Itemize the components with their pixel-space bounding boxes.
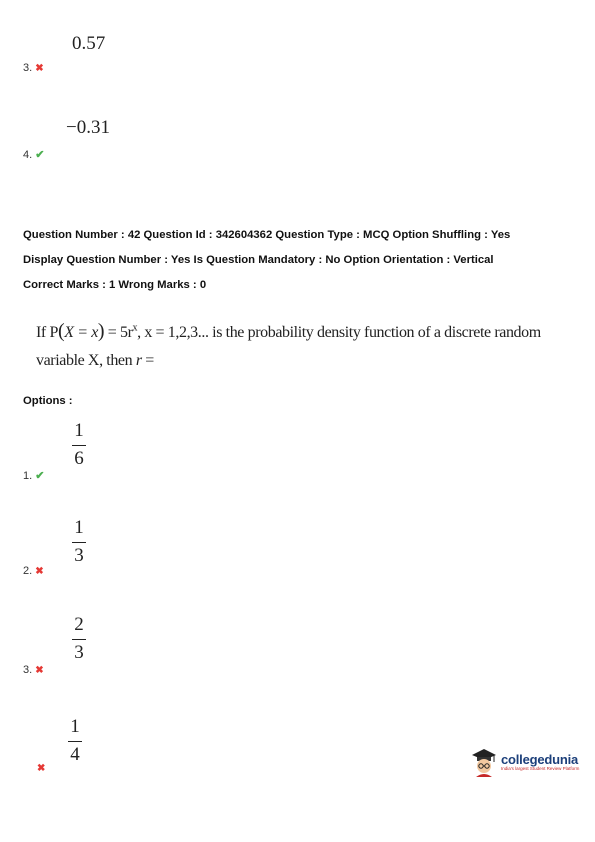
option-2-marker — [23, 565, 44, 577]
question-meta-line-2: Display Question Number : Yes Is Question Mandatory : No Option Orientation : Vertical — [23, 254, 494, 266]
question-text-part: , x = 1,2,3... is the probability density function of a discrete random — [137, 324, 541, 341]
check-mark-icon: ✔ — [35, 149, 45, 161]
option-number: 2. — [23, 565, 33, 577]
prev-option-3-value: 0.57 — [72, 33, 106, 54]
option-number: 1. — [23, 469, 33, 482]
graduate-mascot-icon — [470, 747, 498, 777]
fraction-bar — [72, 445, 86, 446]
cross-mark-icon: ✖ — [35, 565, 44, 577]
question-text-part: = — [141, 352, 154, 369]
fraction-denominator: 6 — [74, 448, 84, 470]
prev-option-4-value: −0.31 — [66, 117, 110, 138]
option-4-fraction — [65, 716, 85, 766]
question-text-line-1: If $P(X = x) = 5r^x$, x = 1,2,3... is the probability density function of a discrete random — [36, 320, 541, 342]
fraction-numerator: 1 — [74, 420, 84, 441]
question-text-exponent: x — [132, 322, 138, 334]
question-meta-line-3: Correct Marks : 1 Wrong Marks : 0 — [23, 279, 207, 291]
option-2-fraction — [69, 517, 89, 567]
fraction-denominator: 3 — [74, 642, 84, 664]
question-text-part: X = x — [64, 324, 98, 341]
option-1-marker — [23, 469, 44, 482]
options-label: Options : — [23, 395, 73, 407]
question-text-part: = 5r — [104, 324, 133, 341]
prev-option-4-marker — [23, 148, 44, 161]
question-text-variable: r — [135, 352, 142, 369]
option-number: 3. — [23, 62, 33, 74]
question-text-part: If P — [36, 324, 58, 341]
fraction-numerator: 2 — [74, 614, 84, 635]
fraction-denominator: 4 — [70, 744, 80, 766]
option-1-fraction — [69, 420, 89, 470]
question-text-line-2 — [36, 352, 154, 370]
logo-tagline: India's largest Student Review Platform — [501, 765, 580, 771]
fraction-numerator: 1 — [70, 716, 80, 737]
fraction-bar — [72, 542, 86, 543]
option-number: 3. — [23, 664, 33, 676]
cross-mark-icon: ✖ — [35, 62, 44, 74]
logo-name: collegedunia — [501, 751, 579, 767]
question-meta-line-1: Question Number : 42 Question Id : 342604362 Question Type : MCQ Option Shuffling : Yes — [23, 229, 511, 241]
prev-option-3-marker — [23, 62, 44, 74]
check-mark-icon: ✔ — [35, 470, 45, 482]
cross-mark-icon: ✖ — [35, 664, 44, 676]
collegedunia-logo — [470, 747, 579, 777]
fraction-numerator: 1 — [74, 517, 84, 538]
option-3-marker — [23, 664, 44, 676]
cross-mark-icon: ✖ — [37, 763, 46, 774]
option-number: 4. — [23, 148, 33, 161]
option-4-marker — [34, 763, 45, 774]
fraction-denominator: 3 — [74, 545, 84, 567]
option-3-fraction — [69, 614, 89, 664]
question-text-part: variable X, then — [36, 352, 136, 369]
fraction-bar — [68, 741, 82, 742]
fraction-bar — [72, 639, 86, 640]
